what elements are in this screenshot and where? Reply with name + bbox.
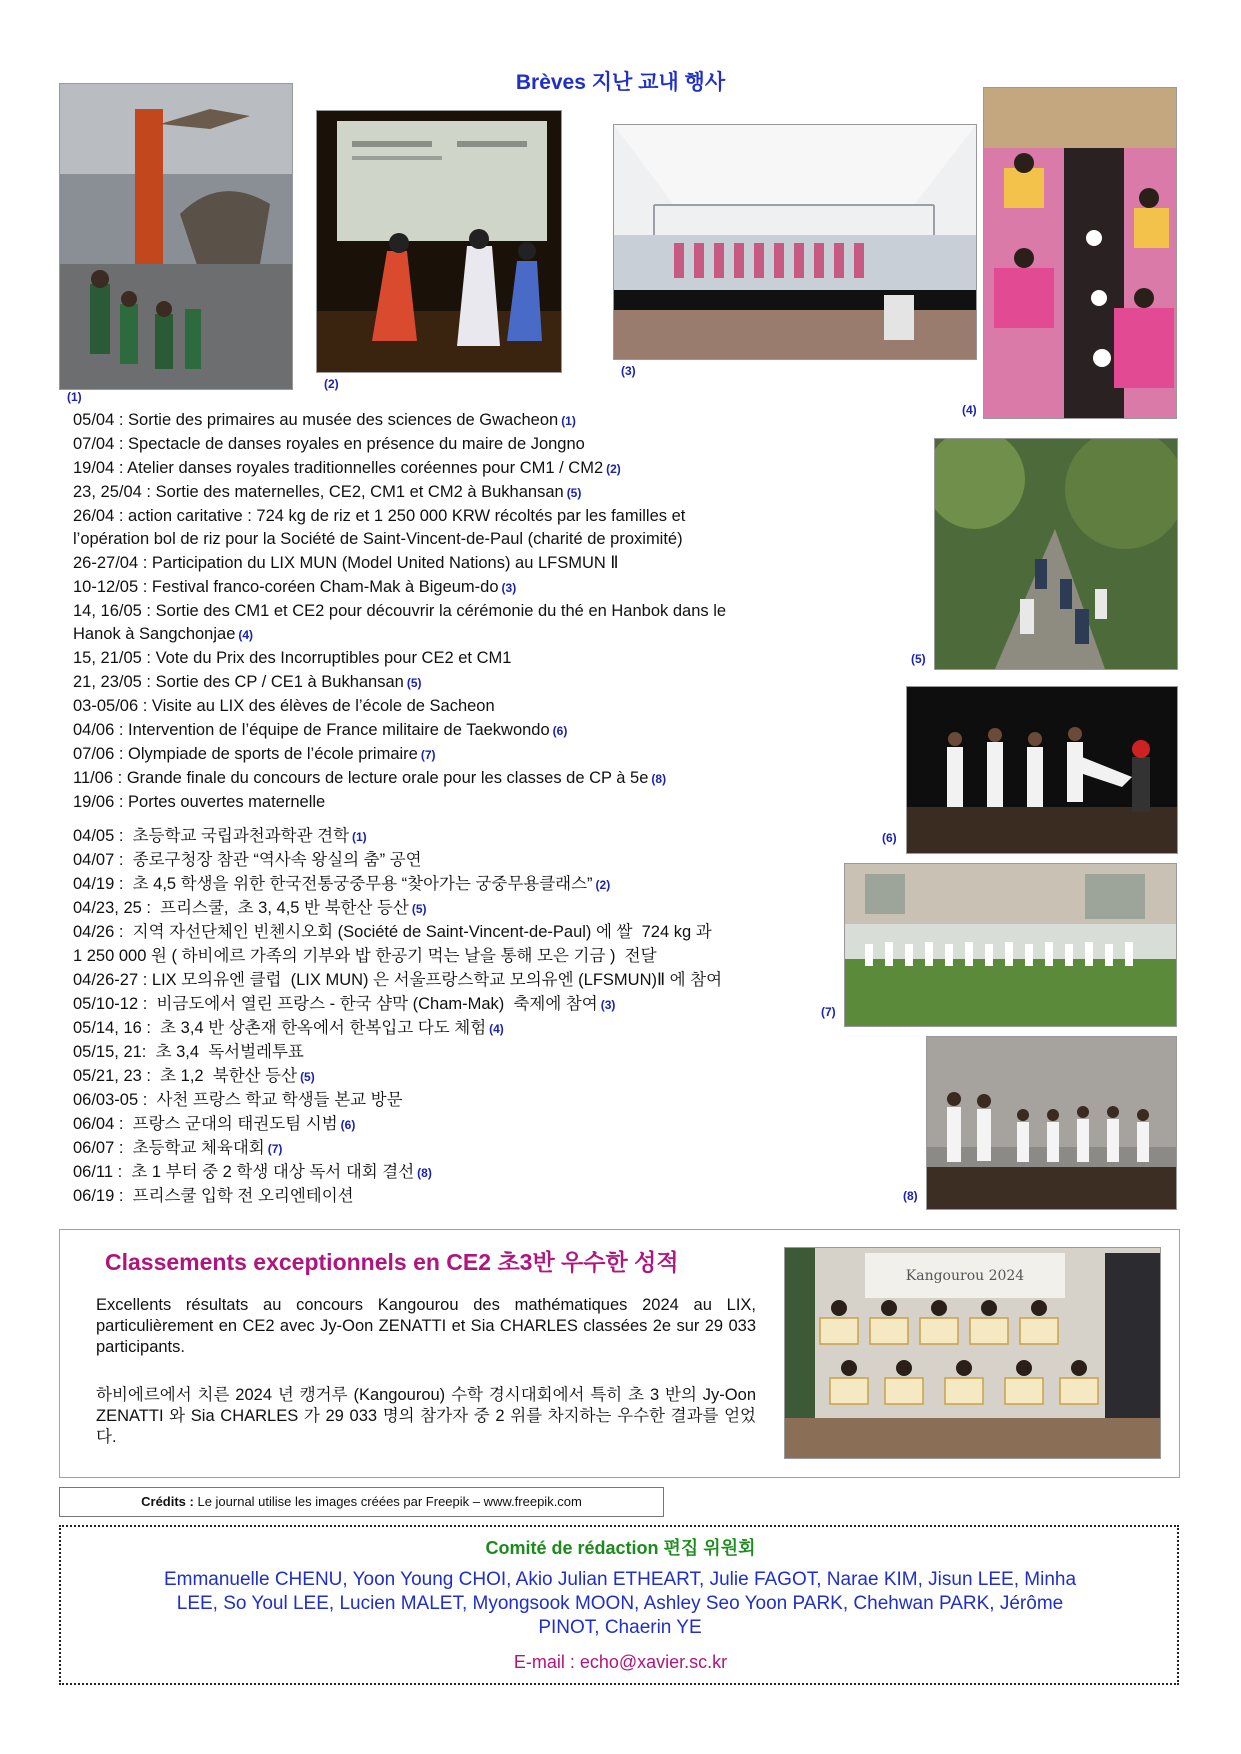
comite-title: Comité de rédaction 편집 위원회 (485, 1538, 756, 1558)
list-item: 21, 23/05 : Sortie des CP / CE1 à Bukhansan (5) (73, 673, 422, 691)
list-item: 19/06 : Portes ouvertes maternelle (73, 793, 326, 811)
list-item: 03-05/06 : Visite au LIX des élèves de l’école de Sacheon (73, 697, 495, 715)
photo-taekwondo (906, 686, 1178, 854)
photo-cham-mak-festival (613, 124, 977, 360)
kangourou-board-text: Kangourou 2024 (905, 1268, 1025, 1284)
list-item: 26-27/04 : Participation du LIX MUN (Model United Nations) au LFSMUN Ⅱ (73, 554, 619, 572)
credits-label: Crédits : (141, 1494, 194, 1509)
photo-tag-6: (6) (882, 831, 897, 845)
photo-tag-7: (7) (821, 1005, 836, 1019)
list-item: 05/10-12 : 비금도에서 열린 프랑스 - 한국 샴막 (Cham-Mak) 축제에 참여 (3) (73, 995, 616, 1013)
photo-tag-8: (8) (903, 1189, 918, 1203)
list-item: 04/05 : 초등학교 국립과천과학관 견학 (1) (73, 827, 367, 845)
list-item: 19/04 : Atelier danses royales traditionnelles coréennes pour CM1 / CM2 (2) (73, 459, 621, 477)
list-item: 11/06 : Grande finale du concours de lecture orale pour les classes de CP à 5e (8) (73, 769, 667, 787)
photo-royal-dance (316, 110, 562, 373)
list-item: 04/23, 25 : 프리스쿨, 초 3, 4,5 반 북한산 등산 (5) (73, 899, 427, 917)
list-item: 10-12/05 : Festival franco-coréen Cham-Mak à Bigeum-do (3) (73, 578, 517, 596)
classement-paragraph-fr: Excellents résultats au concours Kangourou des mathématiques 2024 au LIX, particulièrement en CE2 avec Jy-Oon ZENATTI et Sia CHARLES classées 2e sur 29 033 participants. (96, 1296, 756, 1356)
list-item: 07/04 : Spectacle de danses royales en présence du maire de Jongno (73, 435, 585, 453)
list-item: 06/11 : 초 1 부터 중 2 학생 대상 독서 대회 결선 (8) (73, 1163, 432, 1181)
list-item: 05/21, 23 : 초 1,2 북한산 등산 (5) (73, 1067, 315, 1085)
photo-reading-contest (926, 1036, 1177, 1210)
photo-tag-1: (1) (67, 390, 82, 404)
photo-tag-5: (5) (911, 652, 926, 666)
list-item: Hanok à Sangchonjae (4) (73, 625, 254, 643)
list-item: 05/15, 21: 초 3,4 독서벌레투표 (73, 1043, 304, 1061)
list-item: 15, 21/05 : Vote du Prix des Incorruptibles pour CE2 et CM1 (73, 649, 512, 667)
photo-bukhansan-hike (934, 438, 1178, 670)
credits-text: Le journal utilise les images créées par Freepik – www.freepik.com (193, 1494, 582, 1509)
list-item: 04/19 : 초 4,5 학생을 위한 한국전통궁중무용 “찾아가는 궁중무용클래스” (2) (73, 875, 611, 893)
list-item: 06/04 : 프랑스 군대의 태권도팀 시범 (6) (73, 1115, 356, 1133)
list-item: 04/07 : 종로구청장 참관 “역사속 왕실의 춤” 공연 (73, 851, 422, 869)
list-item: 26/04 : action caritative : 724 kg de riz et 1 250 000 KRW récoltés par les familles et (73, 507, 686, 525)
list-item: 05/04 : Sortie des primaires au musée des sciences de Gwacheon (1) (73, 411, 576, 429)
classement-title: Classements exceptionnels en CE2 초3반 우수한 성적 (105, 1249, 679, 1275)
photo-sports-day (844, 863, 1177, 1027)
photo-kangourou-class (784, 1247, 1161, 1459)
classement-paragraph-ko: 하비에르에서 치른 2024 년 캥거루 (Kangourou) 수학 경시대회에서 특히 초 3 반의 Jy-Oon ZENATTI 와 Sia CHARLES 가 29 033 명의 참가자 중 2 위를 차지하는 우수한 결과를 얻었다. (96, 1386, 756, 1446)
photo-tag-3: (3) (621, 364, 636, 378)
photo-tea-ceremony (983, 87, 1177, 419)
comite-names: Emmanuelle CHENU, Yoon Young CHOI, Akio Julian ETHEART, Julie FAGOT, Narae KIM, Jisun LEE, Minha LEE, So Youl LEE, Lucien MALET, Myongsook MOON, Ashley Seo Yoon PARK, Chehwan PARK, Jérôme PINOT, Chaerin YE (163, 1569, 1077, 1638)
list-item: l’opération bol de riz pour la Société de Saint-Vincent-de-Paul (charité de proximité) (73, 530, 683, 548)
list-item: 1 250 000 원 ( 하비에르 가족의 기부와 밥 한공기 먹는 날을 통해 모은 기금 ) 전달 (73, 947, 657, 965)
photo-tag-2: (2) (324, 377, 339, 391)
list-item: 04/26-27 : LIX 모의유엔 클럽 (LIX MUN) 은 서울프랑스학교 모의유엔 (LFSMUN)Ⅱ 에 참여 (73, 971, 723, 989)
list-item: 04/26 : 지역 자선단체인 빈첸시오회 (Société de Saint-Vincent-de-Paul) 에 쌀 724 kg 과 (73, 923, 712, 941)
list-item: 05/14, 16 : 초 3,4 반 상촌재 한옥에서 한복입고 다도 체험 (4) (73, 1019, 504, 1037)
photo-tag-4: (4) (962, 403, 977, 417)
credits-box (59, 1487, 664, 1517)
list-item: 06/07 : 초등학교 체육대회 (7) (73, 1139, 283, 1157)
list-item: 23, 25/04 : Sortie des maternelles, CE2, CM1 et CM2 à Bukhansan (5) (73, 483, 582, 501)
list-item: 06/19 : 프리스쿨 입학 전 오리엔테이션 (73, 1187, 354, 1205)
photo-museum (59, 83, 293, 390)
list-item: 04/06 : Intervention de l’équipe de France militaire de Taekwondo (6) (73, 721, 568, 739)
list-item: 07/06 : Olympiade de sports de l’école primaire (7) (73, 745, 436, 763)
list-item: 06/03-05 : 사천 프랑스 학교 학생들 본교 방문 (73, 1091, 403, 1109)
list-item: 14, 16/05 : Sortie des CM1 et CE2 pour découvrir la cérémonie du thé en Hanbok dans le (73, 602, 727, 620)
contact-email[interactable]: E-mail : echo@xavier.sc.kr (513, 1652, 728, 1672)
page-title: Brèves 지난 교내 행사 (515, 71, 726, 94)
